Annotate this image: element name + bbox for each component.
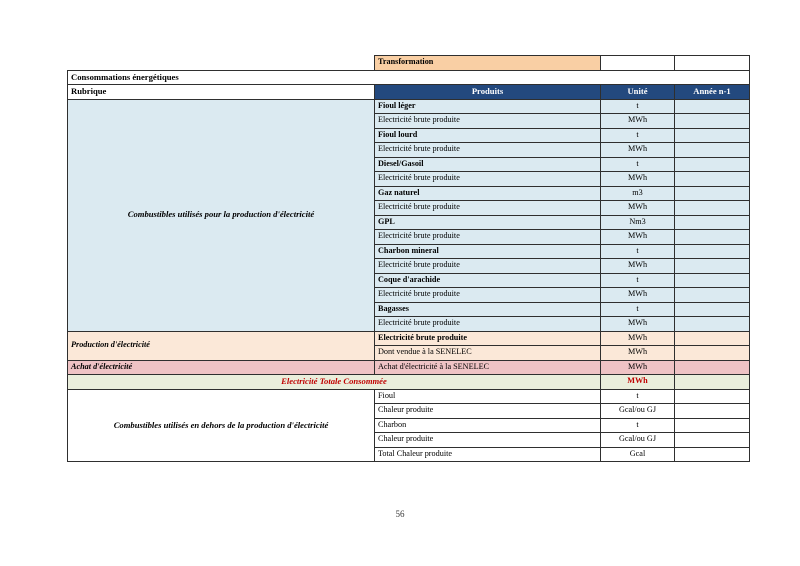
annee-value-cell[interactable]	[675, 259, 750, 274]
unite-cell: MWh	[601, 230, 675, 245]
annee-value-cell[interactable]	[675, 143, 750, 158]
unite-cell: t	[601, 157, 675, 172]
banner-unite-blank-cell[interactable]	[601, 56, 675, 71]
produit-cell: Fioul léger	[375, 99, 601, 114]
produit-cell: Charbon	[375, 418, 601, 433]
annee-value-cell[interactable]	[675, 346, 750, 361]
unite-cell: MWh	[601, 346, 675, 361]
annee-value-cell[interactable]	[675, 99, 750, 114]
produit-cell: Total Chaleur produite	[375, 447, 601, 462]
unite-cell: m3	[601, 186, 675, 201]
page-number: 56	[395, 509, 405, 519]
produit-cell: Charbon mineral	[375, 244, 601, 259]
produit-cell: Electricité brute produite	[375, 317, 601, 332]
unite-cell: Gcal/ou GJ	[601, 433, 675, 448]
produit-cell: Dont vendue à la SENELEC	[375, 346, 601, 361]
banner-transformation-cell: Transformation	[375, 56, 601, 71]
annee-value-cell[interactable]	[675, 404, 750, 419]
header-rubrique: Rubrique	[68, 85, 375, 100]
unite-cell: t	[601, 99, 675, 114]
annee-value-cell[interactable]	[675, 128, 750, 143]
produit-cell: Chaleur produite	[375, 433, 601, 448]
section-title-cell: Consommations énergétiques	[68, 70, 750, 85]
section-title-row	[68, 70, 750, 85]
table-row	[68, 99, 750, 114]
table-row	[68, 331, 750, 346]
annee-value-cell[interactable]	[675, 230, 750, 245]
unite-cell: MWh	[601, 172, 675, 187]
banner-row	[68, 56, 750, 71]
annee-value-cell[interactable]	[675, 172, 750, 187]
total-annee-value-cell[interactable]	[675, 375, 750, 390]
total-row	[68, 375, 750, 390]
unite-cell: Gcal/ou GJ	[601, 404, 675, 419]
header-annee: Année n-1	[675, 85, 750, 100]
unite-cell: MWh	[601, 201, 675, 216]
energy-table-sheet	[67, 55, 749, 462]
unite-cell: t	[601, 302, 675, 317]
produit-cell: Diesel/Gasoil	[375, 157, 601, 172]
annee-value-cell[interactable]	[675, 447, 750, 462]
annee-value-cell[interactable]	[675, 433, 750, 448]
produit-cell: Electricité brute produite	[375, 230, 601, 245]
produit-cell: Electricité brute produite	[375, 331, 601, 346]
annee-value-cell[interactable]	[675, 331, 750, 346]
unite-cell: Nm3	[601, 215, 675, 230]
annee-value-cell[interactable]	[675, 317, 750, 332]
annee-value-cell[interactable]	[675, 114, 750, 129]
rubrique-combustibles-hors-production: Combustibles utilisés en dehors de la production d'électricité	[68, 389, 375, 462]
produit-cell: Achat d'électricité à la SENELEC	[375, 360, 601, 375]
produit-cell: Gaz naturel	[375, 186, 601, 201]
unite-cell: t	[601, 418, 675, 433]
header-produits: Produits	[375, 85, 601, 100]
banner-empty-cell	[68, 56, 375, 71]
table-row	[68, 389, 750, 404]
consommations-energetiques-table	[67, 55, 750, 462]
produit-cell: GPL	[375, 215, 601, 230]
annee-value-cell[interactable]	[675, 360, 750, 375]
unite-cell: t	[601, 273, 675, 288]
annee-value-cell[interactable]	[675, 215, 750, 230]
produit-cell: Electricité brute produite	[375, 288, 601, 303]
unite-cell: t	[601, 244, 675, 259]
annee-value-cell[interactable]	[675, 157, 750, 172]
unite-cell: MWh	[601, 259, 675, 274]
produit-cell: Electricité brute produite	[375, 143, 601, 158]
header-unite: Unité	[601, 85, 675, 100]
rubrique-achat-electricite: Achat d'électricité	[68, 360, 375, 375]
produit-cell: Electricité brute produite	[375, 172, 601, 187]
produit-cell: Chaleur produite	[375, 404, 601, 419]
annee-value-cell[interactable]	[675, 302, 750, 317]
annee-value-cell[interactable]	[675, 288, 750, 303]
annee-value-cell[interactable]	[675, 244, 750, 259]
banner-annee-blank-cell[interactable]	[675, 56, 750, 71]
produit-cell: Electricité brute produite	[375, 259, 601, 274]
rubrique-combustibles-production: Combustibles utilisés pour la production d'électricité	[68, 99, 375, 331]
annee-value-cell[interactable]	[675, 186, 750, 201]
column-header-row	[68, 85, 750, 100]
unite-cell: MWh	[601, 114, 675, 129]
unite-cell: t	[601, 389, 675, 404]
produit-cell: Fioul	[375, 389, 601, 404]
total-unite-cell: MWh	[601, 375, 675, 390]
unite-cell: Gcal	[601, 447, 675, 462]
unite-cell: MWh	[601, 331, 675, 346]
annee-value-cell[interactable]	[675, 389, 750, 404]
produit-cell: Fioul lourd	[375, 128, 601, 143]
annee-value-cell[interactable]	[675, 273, 750, 288]
unite-cell: MWh	[601, 143, 675, 158]
annee-value-cell[interactable]	[675, 418, 750, 433]
unite-cell: MWh	[601, 317, 675, 332]
produit-cell: Electricité brute produite	[375, 201, 601, 216]
unite-cell: MWh	[601, 360, 675, 375]
unite-cell: MWh	[601, 288, 675, 303]
unite-cell: t	[601, 128, 675, 143]
produit-cell: Bagasses	[375, 302, 601, 317]
table-row	[68, 360, 750, 375]
rubrique-production-electricite: Production d'électricité	[68, 331, 375, 360]
total-label-cell: Electricité Totale Consommée	[68, 375, 601, 390]
annee-value-cell[interactable]	[675, 201, 750, 216]
table-body	[68, 56, 750, 462]
produit-cell: Coque d'arachide	[375, 273, 601, 288]
produit-cell: Electricité brute produite	[375, 114, 601, 129]
